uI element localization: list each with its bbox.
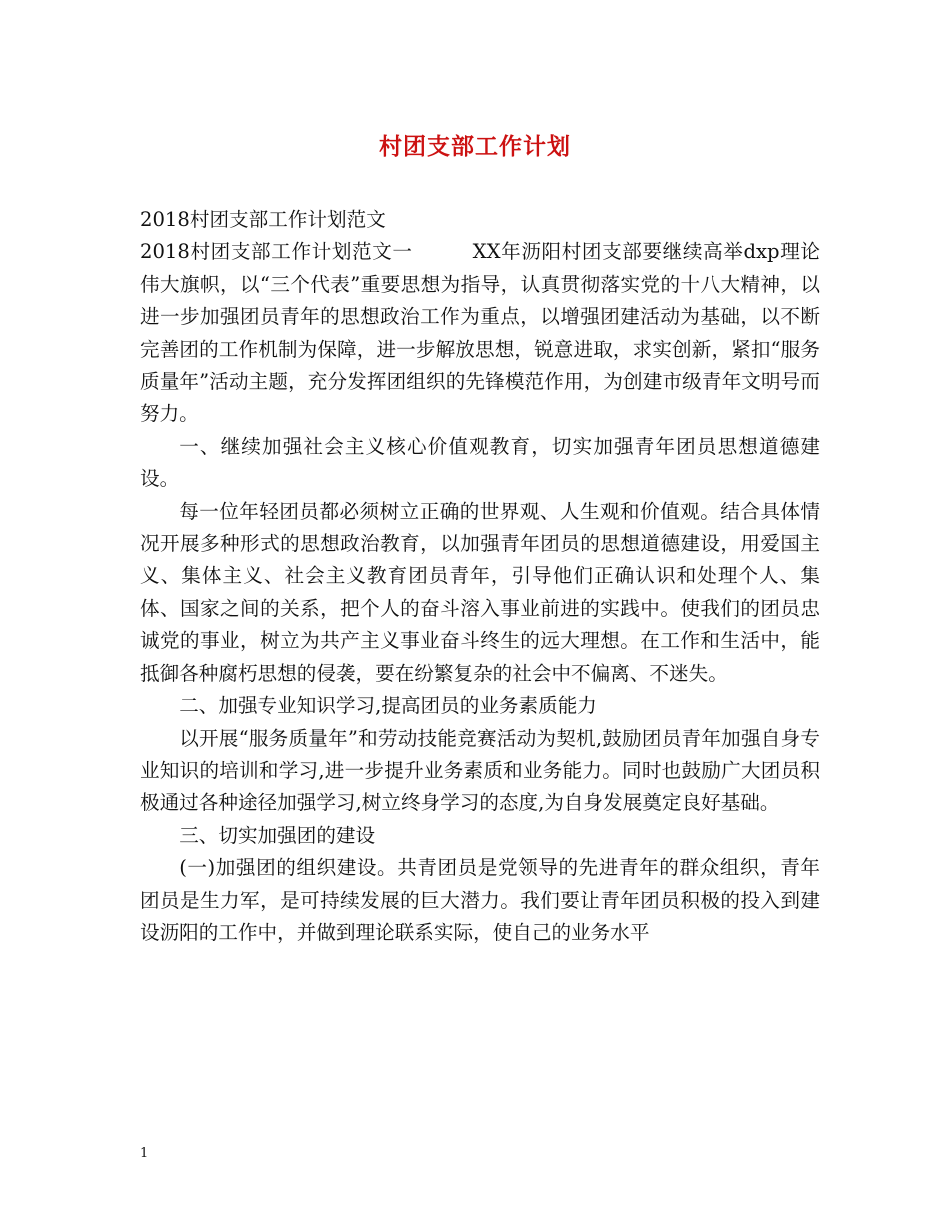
paragraph-2: 以开展“服务质量年”和劳动技能竞赛活动为契机,鼓励团员青年加强自身专业知识的培训和学习,进一步提升业务素质和业务能力。同时也鼓励广大团员积极通过各种途径加强学习,树立终身学习的态度,为自身发展奠定良好基础。: [140, 726, 820, 815]
section-heading-1: 一、继续加强社会主义核心价值观教育，切实加强青年团员思想道德建设。: [140, 434, 820, 491]
section-heading-2: 二、加强专业知识学习,提高团员的业务素质能力: [179, 694, 597, 718]
intro-text: XX年沥阳村团支部要继续高举dxp理论伟大旗帜，以“三个代表”重要思想为指导，认真贯彻落实党的十八大精神，以进一步加强团员青年的思想政治工作为重点，以增强团建活动为基础，以不断完善团的工作机制为保障，进一步解放思想，锐意进取，求实创新，紧扣“服务质量年”活动主题，充分发挥团组织的先锋模范作用，为创建市级青年文明号而努力。: [140, 240, 820, 426]
page-number: 1: [140, 1146, 149, 1161]
document-title: 村团支部工作计划: [379, 133, 571, 160]
intro-paragraph: [140, 236, 820, 430]
document-body: [140, 204, 820, 949]
section-heading-3: 三、切实加强团的建设: [179, 823, 376, 847]
intro-heading: 2018村团支部工作计划范文一: [140, 240, 413, 264]
document-subtitle: 2018村团支部工作计划范文: [140, 208, 386, 231]
paragraph-3: (一)加强团的组织建设。共青团员是党领导的先进青年的群众组织，青年团员是生力军，是可持续发展的巨大潜力。我们要让青年团员积极的投入到建设沥阳的工作中，并做到理论联系实际，使自己的业务水平: [140, 856, 820, 944]
paragraph-1: 每一位年轻团员都必须树立正确的世界观、人生观和价值观。结合具体情况开展多种形式的思想政治教育，以加强青年团员的思想道德建设，用爱国主义、集体主义、社会主义教育团员青年，引导他们正确认识和处理个人、集体、国家之间的关系，把个人的奋斗溶入事业前进的实践中。使我们的团员忠诚党的事业，树立为共产主义事业奋斗终生的远大理想。在工作和生活中，能抵御各种腐朽思想的侵袭，要在纷繁复杂的社会中不偏离、不迷失。: [140, 499, 820, 685]
